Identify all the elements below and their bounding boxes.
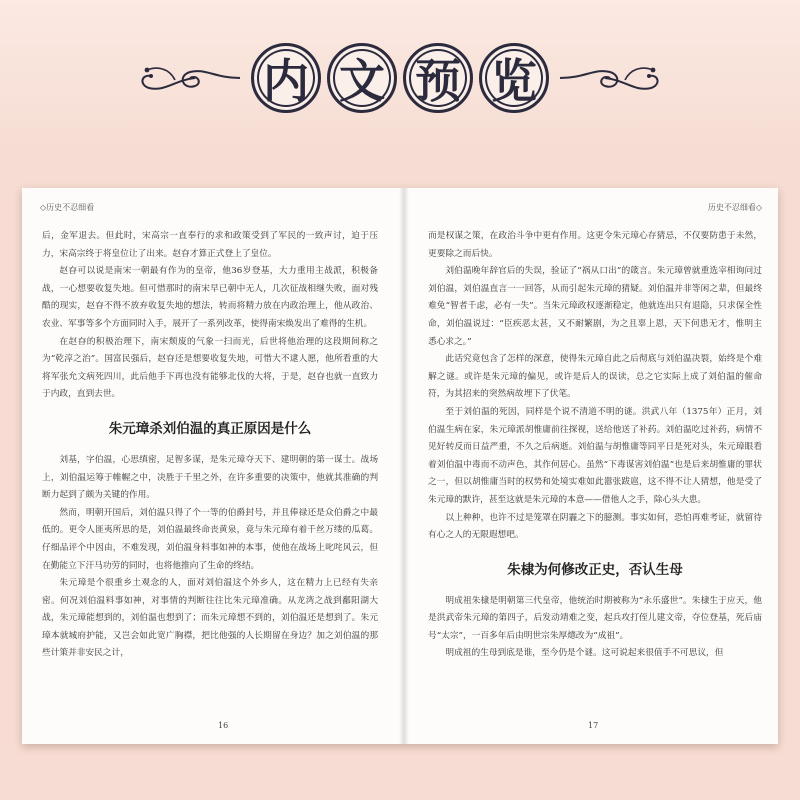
- paragraph: 然而，明朝开国后，刘伯温只得了个一等的伯爵封号，并且俸禄还是众伯爵之中最低的。更令人匪夷所思的是，刘伯温最终命丧黄泉，竟与朱元璋有着千丝万缕的瓜葛。仔细品评个中因由，不难发现，刘伯温身料事如神的本事，使他在战场上叱咤风云，但在勤能立下汗马功劳的同时，也将他推向了生命的终结。: [42, 507, 378, 571]
- left-page: [22, 188, 400, 744]
- banner-title: [0, 38, 800, 118]
- section-heading: 朱元璋杀刘伯温的真正原因是什么: [108, 420, 312, 437]
- paragraph: 而是权谋之策，在政治斗争中更有作用。这更令朱元璋心存猜忌，不仅要防患于未然，更要除之而后快。: [428, 231, 762, 259]
- paragraph: 朱元璋是个很重乡土观念的人，面对刘伯温这个外乡人，这在精力上已经有失亲密。何况刘伯温料事如神，对事情的判断往往比朱元璋准确。从龙湾之战到鄱阳湖大战，朱元璋能想到的，刘伯温也想到了；而朱元璋想不到的，刘伯温还是想到了。朱元璋本就城府护能，又岂会如此宽广胸襟，把比他强的人长期留在身边？加之刘伯温的那些计策并非安民之计，: [42, 578, 378, 659]
- title-char-2: 文: [327, 43, 397, 113]
- preview-banner: [0, 0, 800, 150]
- paragraph: 刘基，字伯温，心思缜密，足智多谋，是朱元璋夺天下、建明朝的第一谋士。战场上，刘伯温运筹于帷幄之中，决胜于千里之外，在许多重要的决策中，他就其准确的判断力起到了颇为关键的作用。: [42, 454, 378, 501]
- title-char-1: 内: [251, 43, 321, 113]
- right-running-head: 历史不忍细看◇: [707, 203, 762, 212]
- title-char-3: 预: [403, 43, 473, 113]
- right-page: [408, 188, 778, 744]
- paragraph: 在赵昚的积极治理下，南宋颓废的气象一扫而光，后世将他治理的这段期间称之为“乾淳之治”。国富民强后，赵昚还是想要收复失地，可惜大不逮人愿，他所看重的大将军张允文病死四川，此后他手下再也没有能够北伐的大将，于是，赵昚也就一直致力于内政，直到去世。: [42, 336, 378, 400]
- right-page-number: 17: [588, 721, 599, 730]
- paragraph: 此话究竟包含了怎样的深意，使得朱元璋自此之后彻底与刘伯温决裂，始终是个难解之谜。或许是朱元璋的偏见，或许是后人的误读，总之它实际上成了刘伯温的催命符，为其招来的突然病故埋下了伏笔。: [428, 354, 762, 400]
- paragraph: 明成祖朱棣是明朝第三代皇帝，他统治时期被称为“永乐盛世”。朱棣生于应天，他是洪武帝朱元璋的第四子，后发动靖难之变，起兵攻打侄儿建文帝，夺位登基，死后庙号“太宗”，一百多年后由明世宗朱厚熜改为“成祖”。: [428, 595, 762, 641]
- paragraph: 以上种种，也许不过是笼罩在阴霾之下的臆测。事实如何，恐怕再难考证，就留待有心之人的无限遐想吧。: [428, 512, 762, 541]
- paragraph: 后，金军退去。但此时，宋高宗一直奉行的求和政策受到了军民的一致声讨，迫于压力，宋高宗终于将皇位让了出来。赵昚才算正式登上了皇位。: [42, 231, 378, 259]
- right-page-body: [428, 228, 762, 663]
- right-flourish-icon: [555, 58, 665, 98]
- paragraph: 明成祖的生母到底是谁，至今仍是个谜。这可说起来很值手不可思议，但: [445, 648, 724, 659]
- paragraph: 赵昚可以说是南宋一朝最有作为的皇帝，他36岁登基，大力重用主战派，积极备战，一心想要收复失地。但可惜那时的南宋早已朝中无人，几次征战相继失败，面对残酷的现实，赵昚不得不放弃收复失地的想法，转而将精力放在内政治理上，他从政治、农业、军事等多个方面同时入手，展开了一系列改革，使得南宋焕发出了难得的生机。: [42, 266, 378, 329]
- left-flourish-icon: [135, 58, 245, 98]
- paragraph: 刘伯温晚年辞官后的失误，验证了“祸从口出”的箴言。朱元璋曾就重选宰相询问过刘伯温，刘伯温直言一一回答，从而引起朱元璋的猜疑。刘伯温并非等闲之辈，但最终难免“智者千虑，必有一失”。当朱元璋政权逐渐稳定，他就连出只有退隐，只求保全性命，刘伯温说过：“臣疾恶太甚，又不耐繁剧，为之且辜上恩，天下何患无才，惟明主悉心求之。”: [428, 266, 762, 347]
- section-heading: 朱棣为何修改正史，否认生母: [507, 561, 683, 578]
- left-page-number: 16: [218, 721, 229, 730]
- title-char-4: 览: [479, 43, 549, 113]
- left-page-body: [42, 228, 378, 663]
- paragraph: 至于刘伯温的死因，同样是个说不清道不明的谜。洪武八年（1375年）正月，刘伯温生病在家，朱元璋派胡惟庸前往探视，送给他送了补药。刘伯温吃过补药，病情不见好转反而日益严重，不久之后病逝。刘伯温与胡惟庸等同平日是死对头，朱元璋眼看着刘伯温中毒而不动声色，其作何居心。虽然“下毒谋害刘伯温”也是后来胡惟庸的罪状之一，但以胡惟庸当时的权势和处境实难如此嚣张跋扈，这不得不让人猜想，他是受了朱元璋的默许，甚至这就是朱元璋的本意——借他人之手，除心头大患。: [428, 406, 762, 505]
- left-running-head: ◇历史不忍细看: [40, 203, 95, 212]
- open-book: [22, 188, 778, 744]
